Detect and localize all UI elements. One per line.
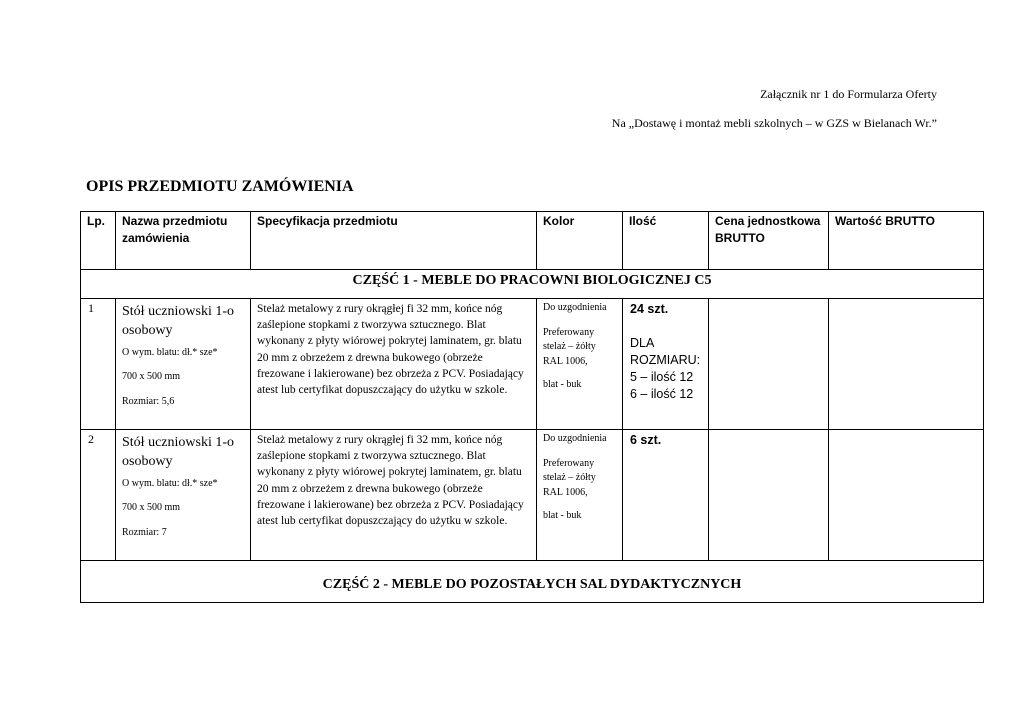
item-color-3: blat - buk	[543, 510, 582, 521]
item-dims-label: O wym. blatu: dł.* sze*	[122, 478, 218, 489]
item-dims-value: 700 x 500 mm	[122, 371, 181, 382]
section-2-title: CZĘŚĆ 2 - MEBLE DO POZOSTAŁYCH SAL DYDAKTYCZNYCH	[81, 561, 984, 603]
row-total-cell	[829, 430, 984, 561]
item-size: Rozmiar: 5,6	[122, 396, 175, 407]
row-color-cell	[537, 299, 623, 430]
row-name-cell	[116, 299, 251, 430]
table-row	[81, 430, 984, 561]
col-header-unit-price: Cena jednostkowa BRUTTO	[709, 212, 829, 270]
subject-label: Na „Dostawę i montaż mebli szkolnych – w GZS w Bielanach Wr.”	[611, 116, 937, 130]
attachment-label: Załącznik nr 1 do Formularza Oferty	[760, 87, 937, 101]
item-color-2: Preferowany stelaż – żółty RAL 1006,	[543, 326, 596, 367]
row-qty-cell	[623, 299, 709, 430]
table-row	[81, 299, 984, 430]
col-header-total: Wartość BRUTTO	[829, 212, 984, 270]
item-color-1: Do uzgodnienia	[543, 433, 607, 444]
row-unit-price-cell	[709, 299, 829, 430]
specification-table	[80, 211, 984, 603]
item-qty-note: 5 – ilość 12	[630, 370, 694, 384]
item-dims-value: 700 x 500 mm	[122, 502, 181, 513]
col-header-name: Nazwa przedmiotu zamówienia	[116, 212, 251, 270]
item-color-3: blat - buk	[543, 379, 582, 390]
row-lp: 2	[81, 430, 116, 561]
row-lp: 1	[81, 299, 116, 430]
section-row	[81, 561, 984, 603]
col-header-lp: Lp.	[81, 212, 116, 270]
row-qty-cell	[623, 430, 709, 561]
item-qty: 24 szt.	[630, 302, 669, 316]
item-qty: 6 szt.	[630, 433, 662, 447]
row-total-cell	[829, 299, 984, 430]
col-header-spec: Specyfikacja przedmiotu	[251, 212, 537, 270]
row-color-cell	[537, 430, 623, 561]
table-header-row	[81, 212, 984, 270]
item-spec: Stelaż metalowy z rury okrągłej fi 32 mm, końce nóg zaślepione stopkami z tworzywa sztucznego. Blat wykonany z płyty wiórowej pokrytej laminatem, gr. blatu 20 mm z obrzeżem z drewna bukowego (obrzeże frezowane i lakierowane) bez obrzeża z PCV. Posiadający atest lub certyfikat dopuszczający do użytku w szkole.	[257, 434, 524, 528]
item-size: Rozmiar: 7	[122, 527, 167, 538]
item-name: Stół uczniowski 1-o osobowy	[122, 304, 234, 338]
item-name: Stół uczniowski 1-o osobowy	[122, 435, 234, 469]
col-header-color: Kolor	[537, 212, 623, 270]
item-spec: Stelaż metalowy z rury okrągłej fi 32 mm, końce nóg zaślepione stopkami z tworzywa sztucznego. Blat wykonany z płyty wiórowej pokrytej laminatem, gr. blatu 20 mm z obrzeżem z drewna bukowego (obrzeże frezowane i lakierowane) bez obrzeża z PCV. Posiadający atest lub certyfikat dopuszczający do użytku w szkole.	[257, 303, 524, 397]
section-1-title: CZĘŚĆ 1 - MEBLE DO PRACOWNI BIOLOGICZNEJ C5	[81, 270, 984, 299]
item-color-2: Preferowany stelaż – żółty RAL 1006,	[543, 457, 596, 498]
item-qty-note: 6 – ilość 12	[630, 387, 694, 401]
section-row	[81, 270, 984, 299]
row-spec-cell	[251, 299, 537, 430]
item-dims-label: O wym. blatu: dł.* sze*	[122, 347, 218, 358]
col-header-qty: Ilość	[623, 212, 709, 270]
item-color-1: Do uzgodnienia	[543, 302, 607, 313]
row-spec-cell	[251, 430, 537, 561]
row-unit-price-cell	[709, 430, 829, 561]
item-qty-note: DLA ROZMIARU:	[630, 336, 701, 367]
document-title: OPIS PRZEDMIOTU ZAMÓWIENIA	[86, 178, 354, 195]
row-name-cell	[116, 430, 251, 561]
